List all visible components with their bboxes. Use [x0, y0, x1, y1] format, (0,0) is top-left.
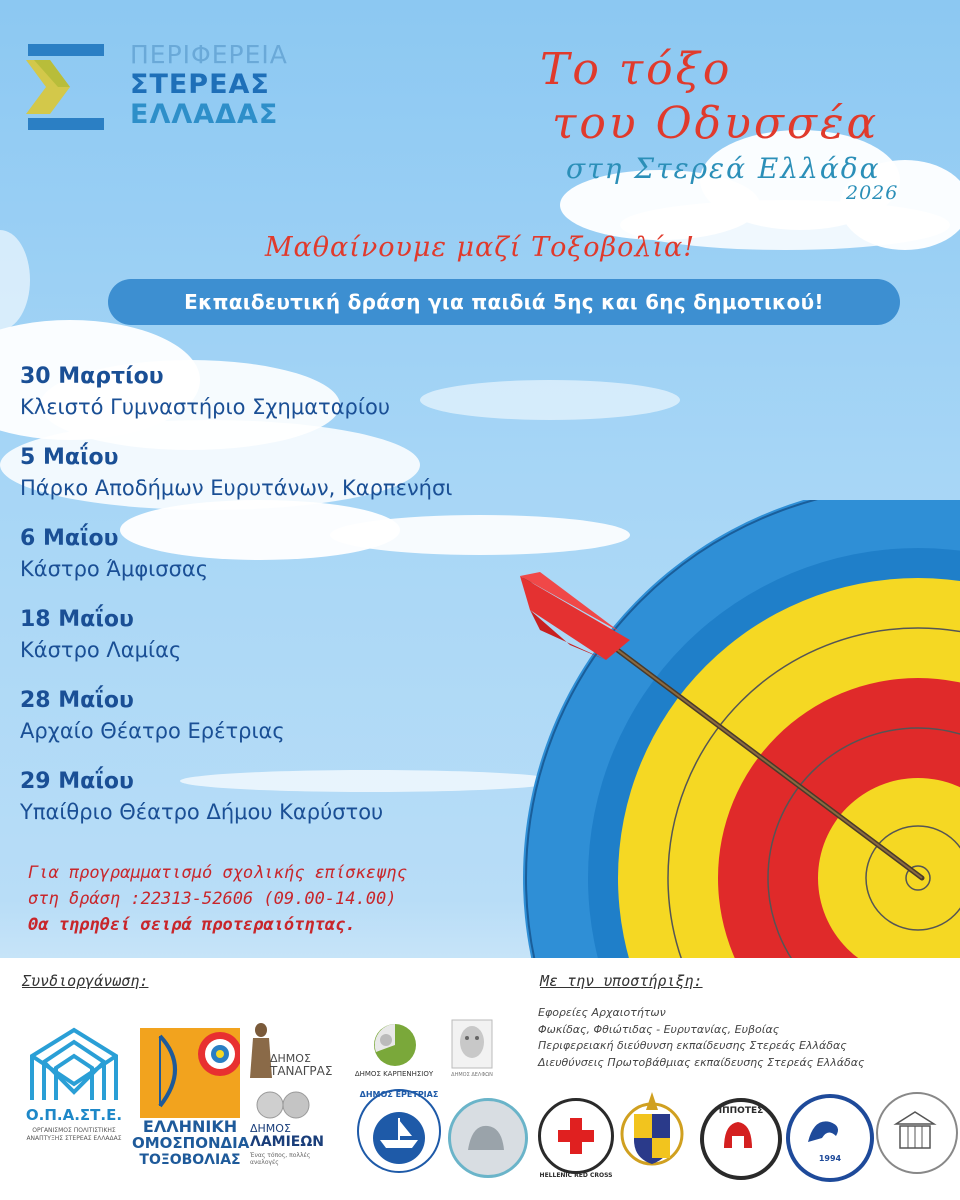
event-date: 5 Μαΐου — [20, 445, 119, 470]
event-place: Αρχαίο Θέατρο Ερέτριας — [20, 719, 285, 743]
audience-banner: Εκπαιδευτική δράση για παιδιά 5ης και 6ης δημοτικού! — [108, 279, 900, 325]
list-item — [20, 524, 452, 605]
footer — [0, 958, 960, 1200]
crest-shield-icon — [620, 1090, 684, 1172]
list-item — [20, 767, 452, 848]
federation-target-icon — [140, 1028, 240, 1118]
event-place: Κάστρο Άμφισσας — [20, 557, 209, 581]
spartan-helmet-icon — [720, 1118, 756, 1154]
coorganization-heading: Συνδιοργάνωση: — [22, 972, 149, 990]
eretria-name: ΔΗΜΟΣ ΕΡΕΤΡΙΑΣ — [359, 1090, 439, 1099]
lamia-line1: ΔΗΜΟΣ — [250, 1122, 291, 1135]
karpenisi-name: ΔΗΜΟΣ ΚΑΡΠΕΝΗΣΙΟΥ — [354, 1070, 434, 1078]
support-line: Εφορείες Αρχαιοτήτων — [538, 1006, 666, 1019]
event-date: 18 Μαΐου — [20, 607, 134, 632]
list-item — [20, 605, 452, 686]
arrow-icon — [510, 570, 940, 890]
karpenisi-logo-icon — [372, 1022, 418, 1068]
contact-info — [28, 860, 407, 938]
event-place: Κλειστό Γυμναστήριο Σχηματαρίου — [20, 395, 390, 419]
opaste-name: Ο.Π.Α.ΣΤ.Ε. — [25, 1106, 123, 1124]
support-line: Περιφερειακή διεύθυνση εκπαίδευσης Στερεάς Ελλάδας — [538, 1039, 847, 1052]
region-logo-line2: ΣΤΕΡΕΑΣ — [130, 69, 270, 100]
region-logo-line1: ΠΕΡΙΦΕΡΕΙΑ — [130, 40, 288, 69]
temple-sketch-icon — [892, 1108, 938, 1154]
title-line2: του Οδυσσέα — [552, 98, 880, 149]
priority-note: Θα τηρηθεί σειρά προτεραιότητας. — [28, 915, 356, 935]
event-place: Πάρκο Αποδήμων Ευρυτάνων, Καρπενήσι — [20, 476, 453, 500]
hippotes-name: ΙΠΠΟΤΕΣ — [718, 1106, 764, 1116]
list-item — [20, 362, 452, 443]
year: 2026 — [846, 182, 899, 204]
lamia-motto: Ένας τόπος, πολλές αναλογές — [250, 1152, 311, 1166]
event-date: 29 Μαΐου — [20, 769, 134, 794]
support-list — [538, 1005, 864, 1071]
lamia-line2: ΛΑΜΙΕΩΝ — [250, 1134, 324, 1150]
red-cross-label: HELLENIC RED CROSS — [539, 1172, 613, 1179]
tagline: Μαθαίνουμε μαζί Τοξοβολία! — [264, 232, 696, 263]
list-item — [20, 686, 452, 767]
federation-line2: ΟΜΟΣΠΟΝΔΙΑ — [132, 1134, 250, 1152]
region-sigma-logo-icon — [24, 42, 108, 132]
event-list — [20, 362, 452, 848]
event-date: 28 Μαΐου — [20, 688, 134, 713]
tanagra-line1: ΔΗΜΟΣ — [270, 1052, 311, 1065]
federation-line3: ΤΟΞΟΒΟΛΙΑΣ — [139, 1152, 241, 1168]
region-logo-text — [130, 40, 288, 130]
nautical-wave-icon — [806, 1114, 846, 1148]
support-line: Διευθύνσεις Πρωτοβάθμιας εκπαίδευσης Στερεάς Ελλάδας — [538, 1055, 865, 1069]
event-place: Υπαίθριο Θέατρο Δήμου Καρύστου — [20, 800, 384, 824]
red-cross-icon — [556, 1116, 596, 1156]
lamia-coins-icon — [256, 1090, 312, 1120]
support-heading: Με την υποστήριξη: — [540, 972, 703, 990]
cloud — [420, 380, 680, 420]
event-date: 30 Μαρτίου — [20, 364, 164, 389]
opaste-logo-icon — [28, 1026, 120, 1104]
support-line: Φωκίδας, Φθιώτιδας - Ευρυτανίας, Ευβοίας — [538, 1022, 780, 1036]
eretria-logo-icon — [356, 1088, 442, 1174]
federation-line1: ΕΛΛΗΝΙΚΗ — [142, 1117, 238, 1136]
subtitle: στη Στερεά Ελλάδα — [566, 152, 881, 185]
contact-phone-line: στη δράση :22313-52606 (09.00-14.00) — [28, 889, 397, 909]
opaste-sub2: ΑΝΑΠΤΥΞΗΣ ΣΤΕΡΕΑΣ ΕΛΛΑΔΑΣ — [26, 1135, 122, 1142]
coin-animal-icon — [462, 1114, 510, 1158]
delphi-logo-icon — [446, 1016, 498, 1072]
event-date: 6 Μαΐου — [20, 526, 119, 551]
tanagra-line2: ΤΑΝΑΓΡΑΣ — [270, 1064, 333, 1078]
opaste-sub1: ΟΡΓΑΝΙΣΜΟΣ ΠΟΛΙΤΙΣΤΙΚΗΣ — [32, 1127, 116, 1134]
delphi-name: ΔΗΜΟΣ ΔΕΛΦΩΝ — [451, 1072, 493, 1078]
contact-line1: Για προγραμματισμό σχολικής επίσκεψης — [28, 863, 407, 883]
list-item — [20, 443, 452, 524]
event-place: Κάστρο Λαμίας — [20, 638, 182, 662]
region-logo-line3: ΕΛΛΑΔΑΣ — [130, 99, 279, 130]
title-line1: Το τόξο — [540, 44, 733, 95]
nautical-year: 1994 — [818, 1154, 842, 1163]
